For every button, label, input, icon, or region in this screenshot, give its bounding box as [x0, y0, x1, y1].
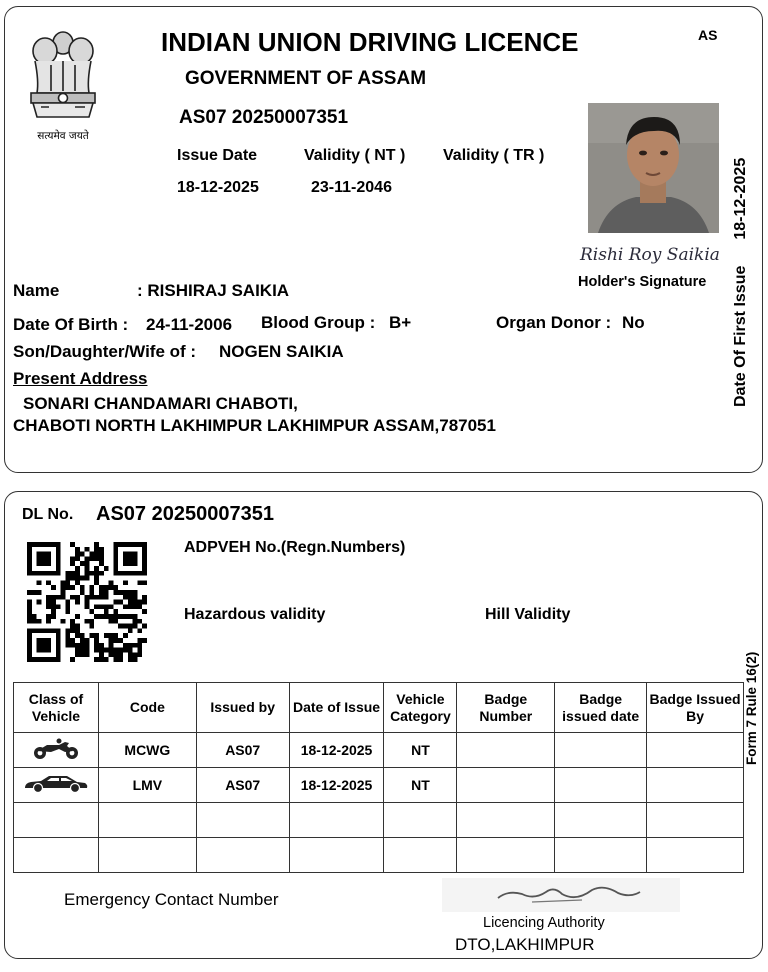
hill-validity-label: Hill Validity	[485, 606, 571, 623]
first-issue-label: Date Of First Issue18-12-2025	[732, 157, 749, 407]
badge-issuer-cell	[647, 768, 744, 803]
ashoka-emblem-icon	[17, 21, 109, 145]
hazardous-validity-label: Hazardous validity	[184, 606, 326, 623]
date-cell: 18-12-2025	[289, 768, 384, 803]
organ-donor-label: Organ Donor :	[496, 313, 612, 332]
licence-front-card	[4, 6, 763, 473]
header-badge-issued-by: Badge Issued By	[647, 683, 744, 733]
header-class-of-vehicle: Class of Vehicle	[14, 683, 99, 733]
car-icon	[23, 774, 89, 794]
table-row	[14, 803, 744, 838]
header-code: Code	[98, 683, 196, 733]
authority-office: DTO,LAKHIMPUR	[455, 935, 595, 954]
qr-code	[27, 542, 147, 662]
svg-text:Rishi Roy Saikia: Rishi Roy Saikia	[580, 245, 720, 265]
first-issue-date: 18-12-2025	[732, 157, 749, 240]
dl-no-label: DL No.	[22, 506, 74, 523]
blood-group-value: B+	[389, 313, 412, 332]
header-issued-by: Issued by	[196, 683, 289, 733]
adpveh-label: ADPVEH No.(Regn.Numbers)	[184, 539, 406, 556]
form-rule-label: Form 7 Rule 16(2)	[744, 651, 759, 765]
dob-value: 24-11-2006	[146, 315, 233, 334]
code-cell: MCWG	[98, 733, 196, 768]
licence-title: INDIAN UNION DRIVING LICENCE	[161, 27, 579, 57]
table-row	[14, 838, 744, 873]
vehicle-class-cell	[14, 733, 99, 768]
table-row	[14, 768, 744, 803]
dl-number: AS07 20250007351	[179, 107, 349, 128]
code-cell: LMV	[98, 768, 196, 803]
dob-label: Date Of Birth :	[13, 315, 129, 334]
issued-by-cell: AS07	[196, 733, 289, 768]
licensing-authority-label: Licencing Authority	[483, 915, 605, 931]
name-label: Name	[13, 281, 60, 300]
badge-number-cell	[457, 768, 555, 803]
holder-photo	[588, 103, 719, 233]
issue-date-value: 18-12-2025	[177, 179, 259, 196]
emergency-contact-label: Emergency Contact Number	[64, 890, 279, 909]
state-code: AS	[698, 27, 718, 43]
header-badge-issued-date: Badge issued date	[555, 683, 647, 733]
category-cell: NT	[384, 768, 457, 803]
validity-tr-label: Validity ( TR )	[443, 147, 545, 164]
holder-signature	[576, 239, 731, 269]
relation-value: NOGEN SAIKIA	[219, 342, 344, 361]
organ-donor-value: No	[622, 313, 645, 332]
back-dl-number: AS07 20250007351	[96, 503, 274, 525]
issued-by-cell: AS07	[196, 768, 289, 803]
address-line-2: CHABOTI NORTH LAKHIMPUR LAKHIMPUR ASSAM,787051	[13, 416, 496, 435]
category-cell: NT	[384, 733, 457, 768]
emblem-motto: सत्यमेव जयते	[37, 130, 89, 142]
address-line-1: SONARI CHANDAMARI CHABOTI,	[23, 394, 298, 413]
validity-nt-label: Validity ( NT )	[304, 147, 406, 164]
header-vehicle-category: Vehicle Category	[384, 683, 457, 733]
header-badge-number: Badge Number	[457, 683, 555, 733]
badge-number-cell	[457, 733, 555, 768]
badge-date-cell	[555, 733, 647, 768]
table-header-row	[14, 683, 744, 733]
date-cell: 18-12-2025	[289, 733, 384, 768]
issue-date-label: Issue Date	[177, 147, 258, 164]
relation-label: Son/Daughter/Wife of :	[13, 342, 197, 361]
table-row	[14, 733, 744, 768]
vehicle-class-table	[13, 682, 744, 873]
address-label: Present Address	[13, 369, 148, 388]
validity-nt-value: 23-11-2046	[311, 179, 392, 196]
badge-issuer-cell	[647, 733, 744, 768]
licence-back-card	[4, 491, 763, 959]
government-name: GOVERNMENT OF ASSAM	[185, 68, 427, 89]
blood-group-label: Blood Group :	[261, 313, 376, 332]
name-value: : RISHIRAJ SAIKIA	[137, 281, 290, 300]
motorcycle-icon	[29, 738, 83, 760]
badge-date-cell	[555, 768, 647, 803]
authority-signature	[442, 878, 680, 912]
holder-signature-label: Holder's Signature	[578, 274, 707, 290]
vehicle-class-cell	[14, 768, 99, 803]
header-date-of-issue: Date of Issue	[289, 683, 384, 733]
